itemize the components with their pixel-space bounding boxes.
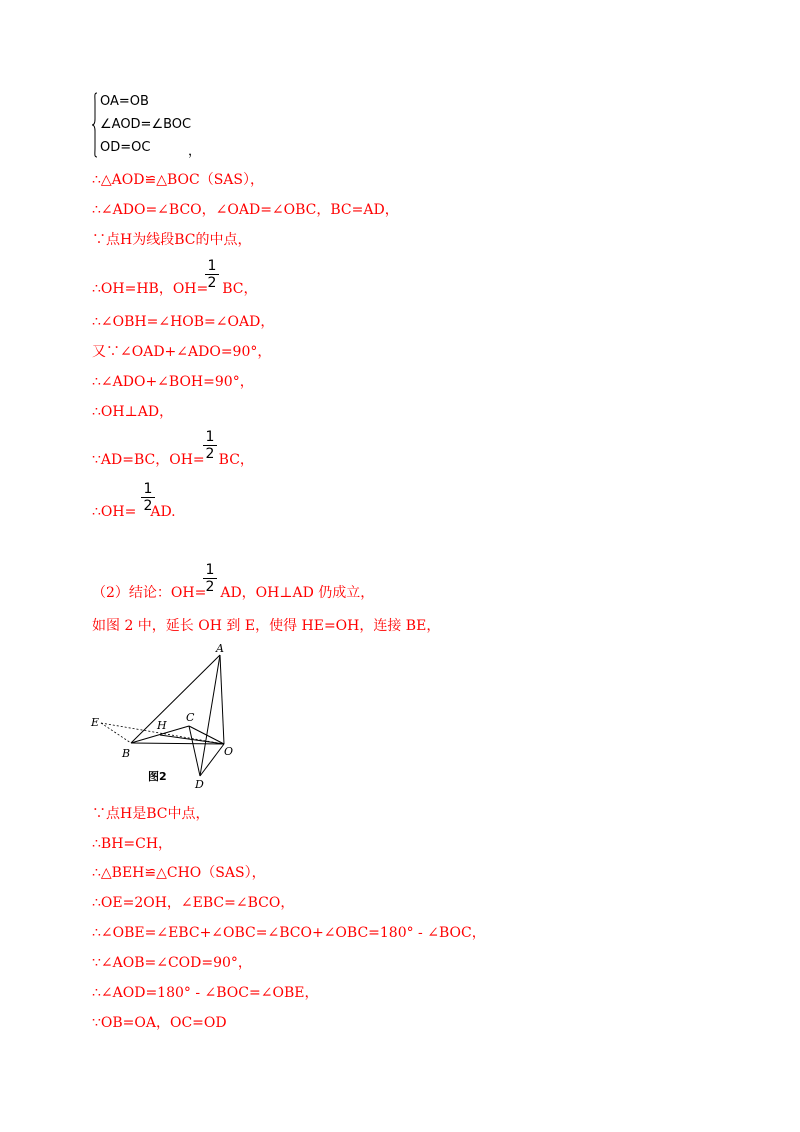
label-a: A [216, 642, 224, 655]
proof-line-2: ∴∠ADO=∠BCO，∠OAD=∠OBC，BC=AD， [92, 202, 399, 218]
fraction-half [205, 259, 219, 290]
fraction-numerator: 1 [207, 258, 217, 274]
proof-line-14: ∴BH=CH， [92, 836, 173, 852]
proof-line-12: 如图 2 中，延长 OH 到 E，使得 HE=OH，连接 BE， [92, 618, 441, 634]
proof-line-3: ∵点H为线段BC的中点， [92, 232, 252, 248]
equation-system [92, 92, 292, 160]
proof-line-18: ∵∠AOB=∠COD=90°， [92, 955, 252, 971]
system-equation-2: ∠AOD=∠BOC [100, 117, 192, 132]
geometry-figure-2 [88, 640, 248, 790]
fraction-half [203, 563, 217, 594]
fraction-denominator: 2 [205, 579, 215, 595]
fraction-denominator: 2 [207, 275, 217, 291]
label-b: B [122, 747, 131, 760]
proof-line-19: ∴∠AOD=180° - ∠BOC=∠OBE， [92, 985, 319, 1001]
label-o: O [224, 745, 234, 758]
proof-line-4-before: ∴OH=HB，OH= [92, 281, 209, 297]
fraction-denominator: 2 [205, 446, 215, 462]
proof-line-16: ∴OE=2OH，∠EBC=∠BCO， [92, 895, 295, 911]
proof-line-11-before: （2）结论：OH= [92, 585, 207, 601]
proof-line-6: 又∵∠OAD+∠ADO=90°， [92, 344, 272, 360]
segment-ad [200, 655, 220, 776]
proof-line-11-after: AD，OH⊥AD 仍成立， [220, 585, 375, 601]
proof-line-9-before: ∵AD=BC，OH= [92, 452, 205, 468]
proof-line-4-after: BC， [222, 281, 258, 297]
proof-line-13: ∵点H是BC中点， [92, 806, 210, 822]
proof-line-5: ∴∠OBH=∠HOB=∠OAD， [92, 314, 275, 330]
label-e: E [91, 716, 100, 729]
label-c: C [186, 711, 195, 724]
proof-line-7: ∴∠ADO+∠BOH=90°， [92, 374, 254, 390]
segment-bo [131, 743, 224, 744]
label-h: H [157, 719, 167, 732]
segment-ao [220, 655, 224, 744]
proof-line-10-after: AD. [150, 504, 176, 520]
proof-line-8: ∴OH⊥AD， [92, 404, 174, 420]
fraction-numerator: 1 [143, 481, 153, 497]
segment-cd [189, 726, 200, 776]
figure-caption: 图2 [148, 770, 167, 783]
proof-line-10 [92, 503, 176, 521]
fraction-numerator: 1 [205, 429, 215, 445]
proof-line-10-before: ∴OH= [92, 504, 137, 520]
triangle-diagram [88, 640, 248, 790]
dotted-line-eb [101, 723, 131, 743]
fraction-half [141, 482, 155, 513]
system-equation-3: OD=OC [100, 140, 151, 155]
proof-line-1: ∴△AOD≌△BOC（SAS）， [92, 172, 265, 188]
label-d: D [195, 778, 204, 790]
proof-line-20: ∵OB=OA，OC=OD [92, 1015, 227, 1031]
system-trailing-comma: ， [188, 144, 202, 159]
fraction-half [203, 430, 217, 461]
fraction-numerator: 1 [205, 562, 215, 578]
system-equation-1: OA=OB [100, 94, 149, 109]
proof-line-11 [92, 584, 374, 602]
proof-line-4 [92, 280, 258, 298]
fraction-denominator: 2 [143, 498, 153, 514]
proof-line-17: ∴∠OBE=∠EBC+∠OBC=∠BCO+∠OBC=180° - ∠BOC， [92, 925, 486, 941]
segment-do [200, 744, 224, 776]
proof-line-9-after: BC， [218, 452, 254, 468]
left-brace-icon [92, 92, 98, 158]
proof-line-15: ∴△BEH≌△CHO（SAS）， [92, 865, 266, 881]
proof-line-9 [92, 451, 254, 469]
